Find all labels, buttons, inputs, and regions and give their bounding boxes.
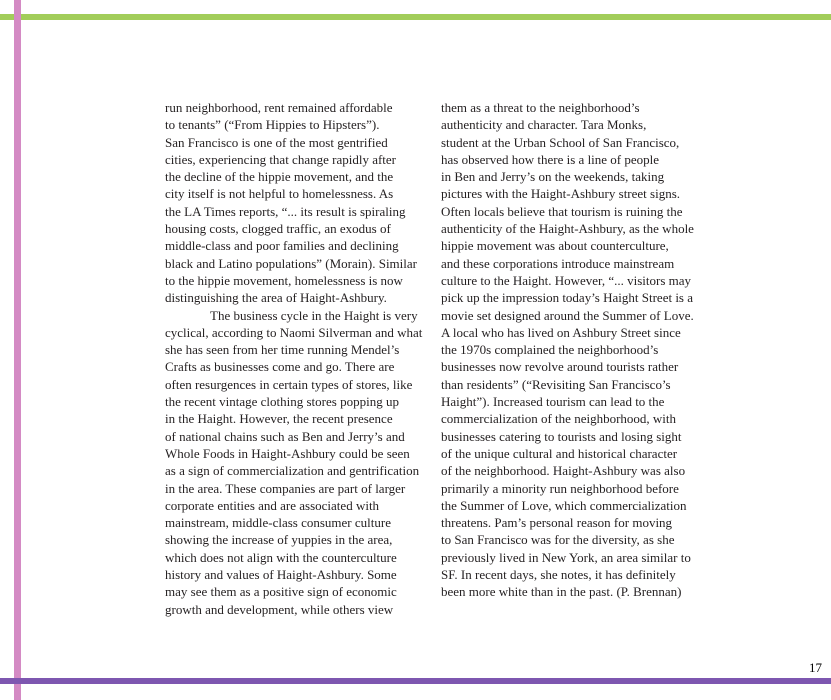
text-line: pictures with the Haight-Ashbury street signs.	[441, 186, 681, 202]
paragraph-start-line: The business cycle in the Haight is very	[210, 307, 418, 323]
text-line: corporate entities and are associated with	[165, 497, 380, 513]
text-line: mainstream, middle-class consumer culture	[165, 515, 391, 531]
text-line: as a sign of commercialization and gentrification	[165, 463, 420, 479]
top-rule	[0, 14, 831, 20]
text-line: pick up the impression today’s Haight Street is a	[441, 290, 694, 306]
text-line: Haight”). Increased tourism can lead to the	[441, 394, 665, 410]
text-line: growth and development, while others view	[165, 601, 394, 617]
left-rule	[14, 0, 21, 700]
text-line: to San Francisco was for the diversity, as she	[441, 532, 675, 548]
text-line: the LA Times reports, “... its result is spiraling	[165, 203, 406, 219]
text-line: housing costs, clogged traffic, an exodus of	[165, 221, 391, 237]
text-line: primarily a minority run neighborhood before	[441, 480, 679, 496]
text-line: cities, experiencing that change rapidly after	[165, 151, 397, 167]
text-line: of the unique cultural and historical character	[441, 445, 678, 461]
text-line: threatens. Pam’s personal reason for moving	[441, 515, 673, 531]
text-line: and these corporations introduce mainstream	[441, 255, 675, 271]
text-line: them as a threat to the neighborhood’s	[441, 100, 640, 115]
text-line: in Ben and Jerry’s on the weekends, taking	[441, 169, 665, 185]
text-line: of national chains such as Ben and Jerry’s and	[165, 428, 405, 444]
text-line: Crafts as businesses come and go. There are	[165, 359, 395, 375]
text-line: previously lived in New York, an area similar to	[441, 549, 691, 565]
text-line: she has seen from her time running Mendel’s	[165, 342, 400, 358]
text-line: businesses catering to tourists and losing sight	[441, 428, 682, 444]
text-line: been more white than in the past. (P. Brennan)	[441, 584, 682, 600]
text-line: showing the increase of yuppies in the area,	[165, 532, 393, 548]
text-line: in the Haight. However, the recent presence	[165, 411, 393, 427]
text-line: student at the Urban School of San Francisco,	[441, 134, 680, 150]
text-line: in the area. These companies are part of larger	[165, 480, 406, 496]
text-line: which does not align with the counterculture	[165, 549, 397, 565]
text-line: businesses now revolve around tourists rather	[441, 359, 679, 375]
text-line: middle-class and poor families and declining	[165, 238, 399, 254]
bottom-rule	[0, 678, 831, 684]
text-line: the decline of the hippie movement, and the	[165, 169, 394, 185]
text-line: may see them as a positive sign of economic	[165, 584, 397, 600]
text-line: to the hippie movement, homelessness is now	[165, 272, 403, 288]
text-line: movie set designed around the Summer of Love.	[441, 307, 694, 323]
text-line: SF. In recent days, she notes, it has definitely	[441, 567, 676, 583]
text-line: authenticity of the Haight-Ashbury, as the whole	[441, 221, 694, 237]
text-line: history and values of Haight-Ashbury. Some	[165, 567, 397, 583]
text-column-left	[165, 99, 422, 618]
text-line: the recent vintage clothing stores popping up	[165, 394, 399, 410]
text-line: San Francisco is one of the most gentrified	[165, 134, 388, 150]
text-line: distinguishing the area of Haight-Ashbury.	[165, 290, 387, 306]
text-line: authenticity and character. Tara Monks,	[441, 117, 647, 133]
text-line: hippie movement was about counterculture,	[441, 238, 669, 254]
text-line: A local who has lived on Ashbury Street since	[441, 324, 681, 340]
text-line: culture to the Haight. However, “... visitors may	[441, 272, 692, 288]
text-line: Often locals believe that tourism is ruining the	[441, 203, 683, 219]
text-line: city itself is not helpful to homelessness. As	[165, 186, 394, 202]
text-line: the 1970s complained the neighborhood’s	[441, 342, 659, 358]
text-line: the Summer of Love, which commercialization	[441, 497, 687, 513]
text-line: Whole Foods in Haight-Ashbury could be seen	[165, 445, 410, 461]
text-line: black and Latino populations” (Morain). Similar	[165, 255, 417, 271]
page-number: 17	[809, 660, 822, 675]
text-line: of the neighborhood. Haight-Ashbury was also	[441, 463, 686, 479]
text-line: run neighborhood, rent remained affordable	[165, 100, 393, 115]
text-line: than residents” (“Revisiting San Francisco’s	[441, 376, 671, 392]
text-column-right	[441, 99, 694, 601]
text-line: cyclical, according to Naomi Silverman and what	[165, 324, 423, 340]
text-line: has observed how there is a line of people	[441, 151, 660, 167]
text-line: often resurgences in certain types of stores, like	[165, 376, 413, 392]
text-line: to tenants” (“From Hippies to Hipsters”).	[165, 117, 380, 133]
text-line: commercialization of the neighborhood, with	[441, 411, 677, 427]
